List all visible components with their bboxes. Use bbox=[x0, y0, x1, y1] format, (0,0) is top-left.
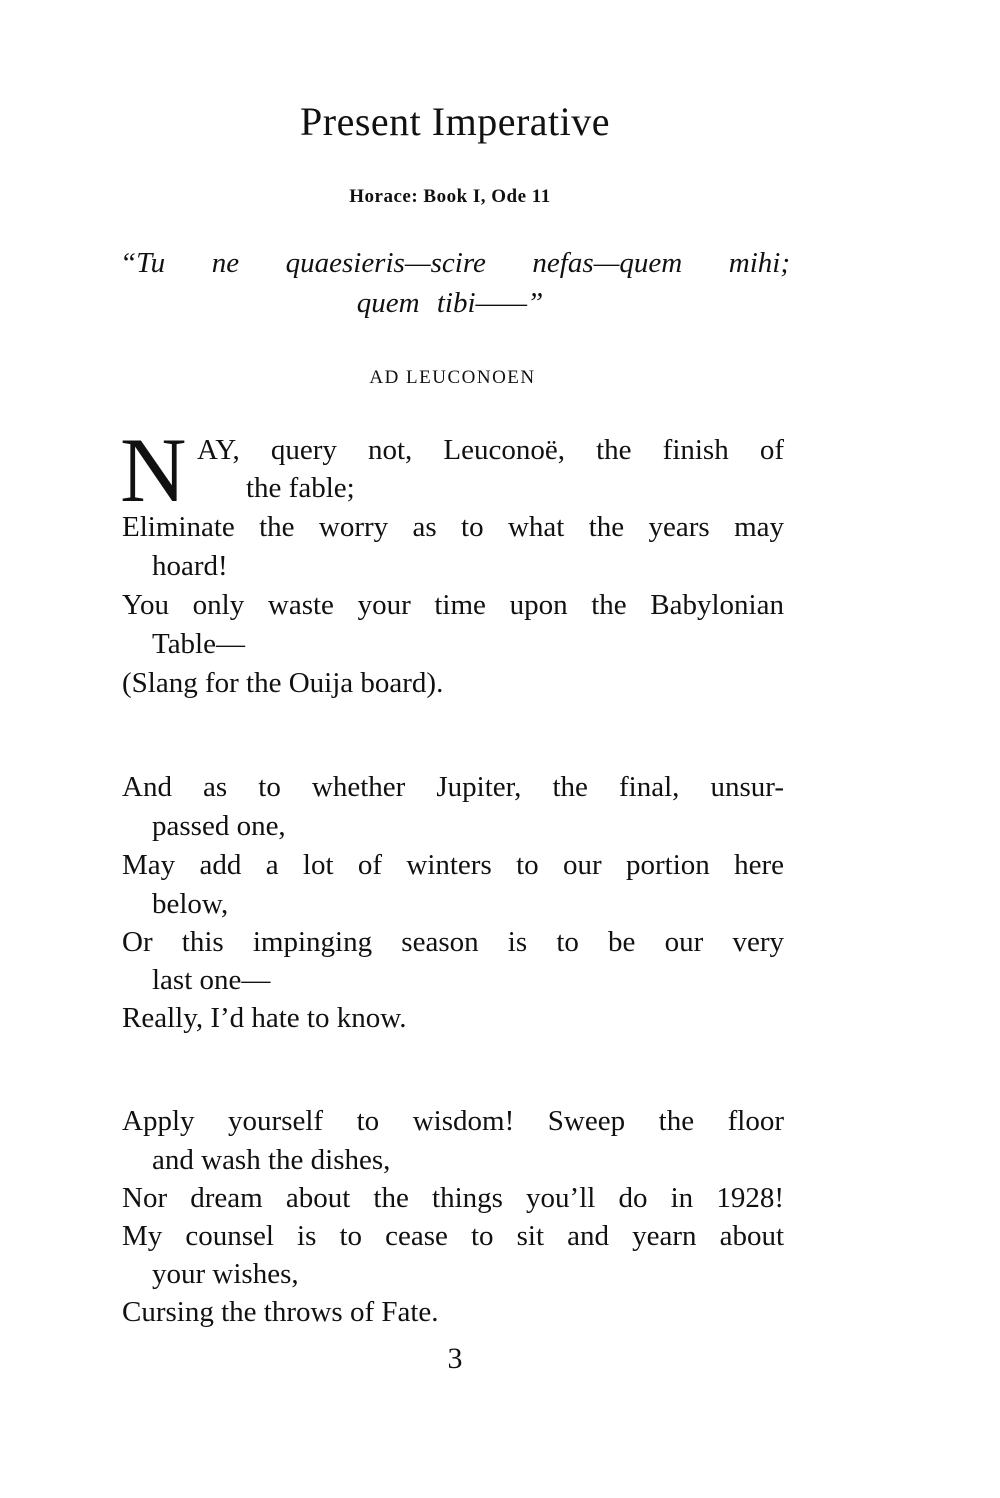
stanza2-line2: May add a lot of winters to our portion here bbox=[122, 849, 784, 881]
stanza2-line1: And as to whether Jupiter, the final, unsur- bbox=[122, 771, 784, 803]
poem-title: Present Imperative bbox=[300, 99, 610, 144]
stanza2-line1-cont: passed one, bbox=[152, 810, 286, 842]
stanza1-line4: (Slang for the Ouija board). bbox=[122, 667, 444, 699]
stanza1-line3: You only waste your time upon the Babylonian bbox=[122, 589, 784, 621]
stanza3-line3: My counsel is to cease to sit and yearn about bbox=[122, 1220, 784, 1252]
stanza1-line2: Eliminate the worry as to what the years may bbox=[122, 511, 784, 543]
drop-cap: N bbox=[120, 419, 187, 521]
stanza1-line1: AY, query not, Leuconoë, the finish of bbox=[197, 434, 784, 466]
stanza2-line3-cont: last one— bbox=[152, 964, 271, 996]
stanza2-line3: Or this impinging season is to be our very bbox=[122, 926, 784, 958]
stanza3-line4: Cursing the throws of Fate. bbox=[122, 1296, 439, 1328]
section-heading: AD LEUCONOEN bbox=[369, 367, 536, 388]
stanza3-line3-cont: your wishes, bbox=[152, 1258, 299, 1290]
stanza2-line4: Really, I’d hate to know. bbox=[122, 1002, 407, 1034]
stanza3-line1-cont: and wash the dishes, bbox=[152, 1144, 391, 1176]
stanza1-line1-cont: the fable; bbox=[246, 472, 355, 504]
page-number: 3 bbox=[447, 1342, 463, 1375]
epigraph-line-1: “Tu ne quaesieris—scire nefas—quem mihi; bbox=[120, 247, 790, 279]
epigraph-line-2: quem tibi——” bbox=[356, 287, 544, 319]
stanza1-line2-cont: hoard! bbox=[152, 550, 228, 582]
stanza3-line1: Apply yourself to wisdom! Sweep the floor bbox=[122, 1105, 784, 1137]
stanza3-line2: Nor dream about the things you’ll do in 1928! bbox=[122, 1182, 784, 1214]
stanza1-line3-cont: Table— bbox=[152, 628, 245, 660]
stanza2-line2-cont: below, bbox=[152, 888, 229, 920]
poem-subtitle: Horace: Book I, Ode 11 bbox=[349, 186, 551, 207]
